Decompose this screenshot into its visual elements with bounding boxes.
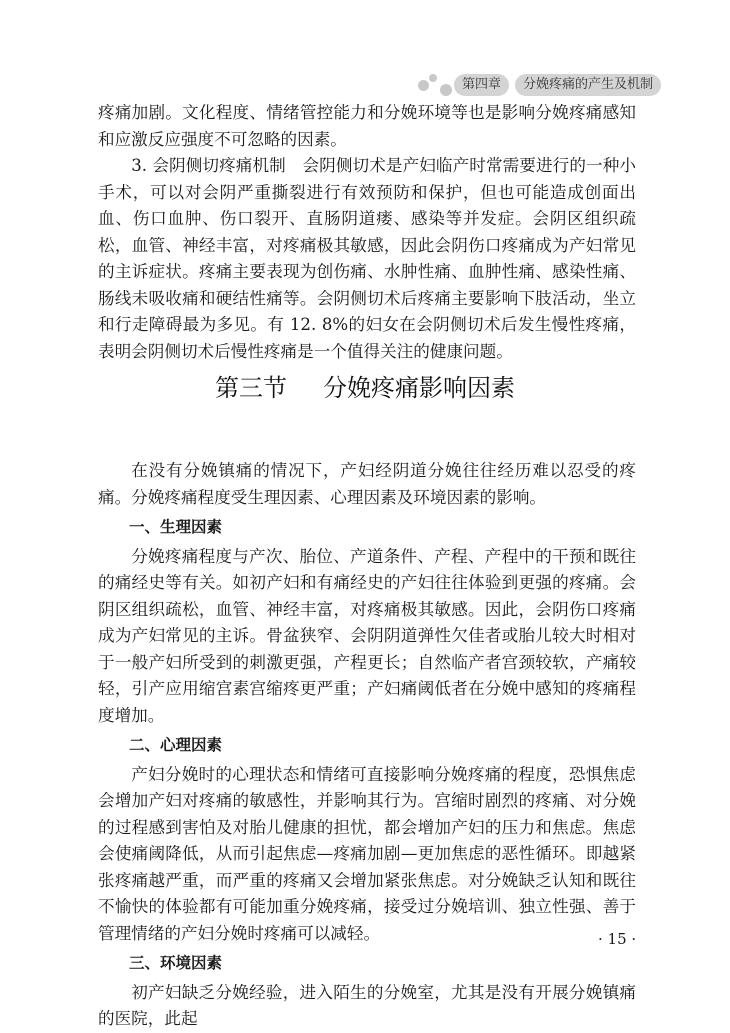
- paragraph: 3. 会阴侧切疼痛机制 会阴侧切术是产妇临产时常需要进行的一种小手术，可以对会阴严重撕裂进行有效预防和保护，但也可能造成创面出血、伤口血肿、伤口裂开、直肠阴道瘘、感染等并发症。会阴区组织疏松，血管、神经丰富，对疼痛极其敏感，因此会阴伤口疼痛成为产妇常见的主诉症状。疼痛主要表现为创伤痛、水肿性痛、血肿性痛、感染性痛、肠线未吸收痛和硬结性痛等。会阴侧切术后疼痛主要影响下肢活动，坐立和行走障碍最为多见。有 12. 8%的妇女在会阴侧切术后发生慢性疼痛，表明会阴侧切术后慢性疼痛是一个值得关注的健康问题。: [98, 156, 636, 361]
- chapter-title: 分娩疼痛的产生及机制: [515, 74, 661, 96]
- section-number: 第三节: [215, 374, 287, 402]
- subsection-heading: 二、心理因素: [129, 736, 223, 754]
- intro-paragraph: 在没有分娩镇痛的情况下，产妇经阴道分娩往往经历难以忍受的疼痛。分娩疼痛程度受生理因素、心理因素及环境因素的影响。: [98, 461, 636, 507]
- section-body: [98, 458, 636, 1033]
- paragraph: 疼痛加剧。文化程度、情绪管控能力和分娩环境等也是影响分娩疼痛感知和应激反应强度不可忽略的因素。: [98, 103, 636, 149]
- subsection-heading: 一、生理因素: [129, 518, 223, 536]
- header-decoration-icon: [418, 72, 454, 98]
- paragraph: 产妇分娩时的心理状态和情绪可直接影响分娩疼痛的程度，恐惧焦虑会增加产妇对疼痛的敏感性，并影响其行为。宫缩时剧烈的疼痛、对分娩的过程感到害怕及对胎儿健康的担忧，都会增加产妇的压力和焦虑。焦虑会使痛阈降低，从而引起焦虑—疼痛加剧—更加焦虑的恶性循环。即越紧张疼痛越严重，而严重的疼痛又会增加紧张焦虑。对分娩缺乏认知和既往不愉快的体验都有可能加重分娩疼痛，接受过分娩培训、独立性强、善于管理情绪的产妇分娩时疼痛可以减轻。: [98, 764, 636, 943]
- paragraph: 初产妇缺乏分娩经验，进入陌生的分娩室，尤其是没有开展分娩镇痛的医院，此起: [98, 982, 636, 1028]
- running-header: [418, 72, 667, 98]
- chapter-label: 第四章: [454, 74, 509, 96]
- paragraph: 分娩疼痛程度与产次、胎位、产道条件、产程、产程中的干预和既往的痛经史等有关。如初产妇和有痛经史的产妇往往体验到更强的疼痛。会阴区组织疏松，血管、神经丰富，对疼痛极其敏感。因此，会阴伤口疼痛成为产妇常见的主诉。骨盆狭窄、会阴阴道弹性欠佳者或胎儿较大时相对于一般产妇所受到的刺激更强，产程更长；自然临产者宫颈较软，产痛较轻，引产应用缩宫素宫缩疼更严重；产妇痛阈低者在分娩中感知的疼痛程度增加。: [98, 546, 636, 725]
- top-text-block: [98, 100, 636, 365]
- section-name: 分娩疼痛影响因素: [323, 374, 515, 402]
- page-number: · 15 ·: [598, 930, 637, 948]
- section-title: [0, 368, 730, 403]
- subsection-heading: 三、环境因素: [129, 954, 223, 972]
